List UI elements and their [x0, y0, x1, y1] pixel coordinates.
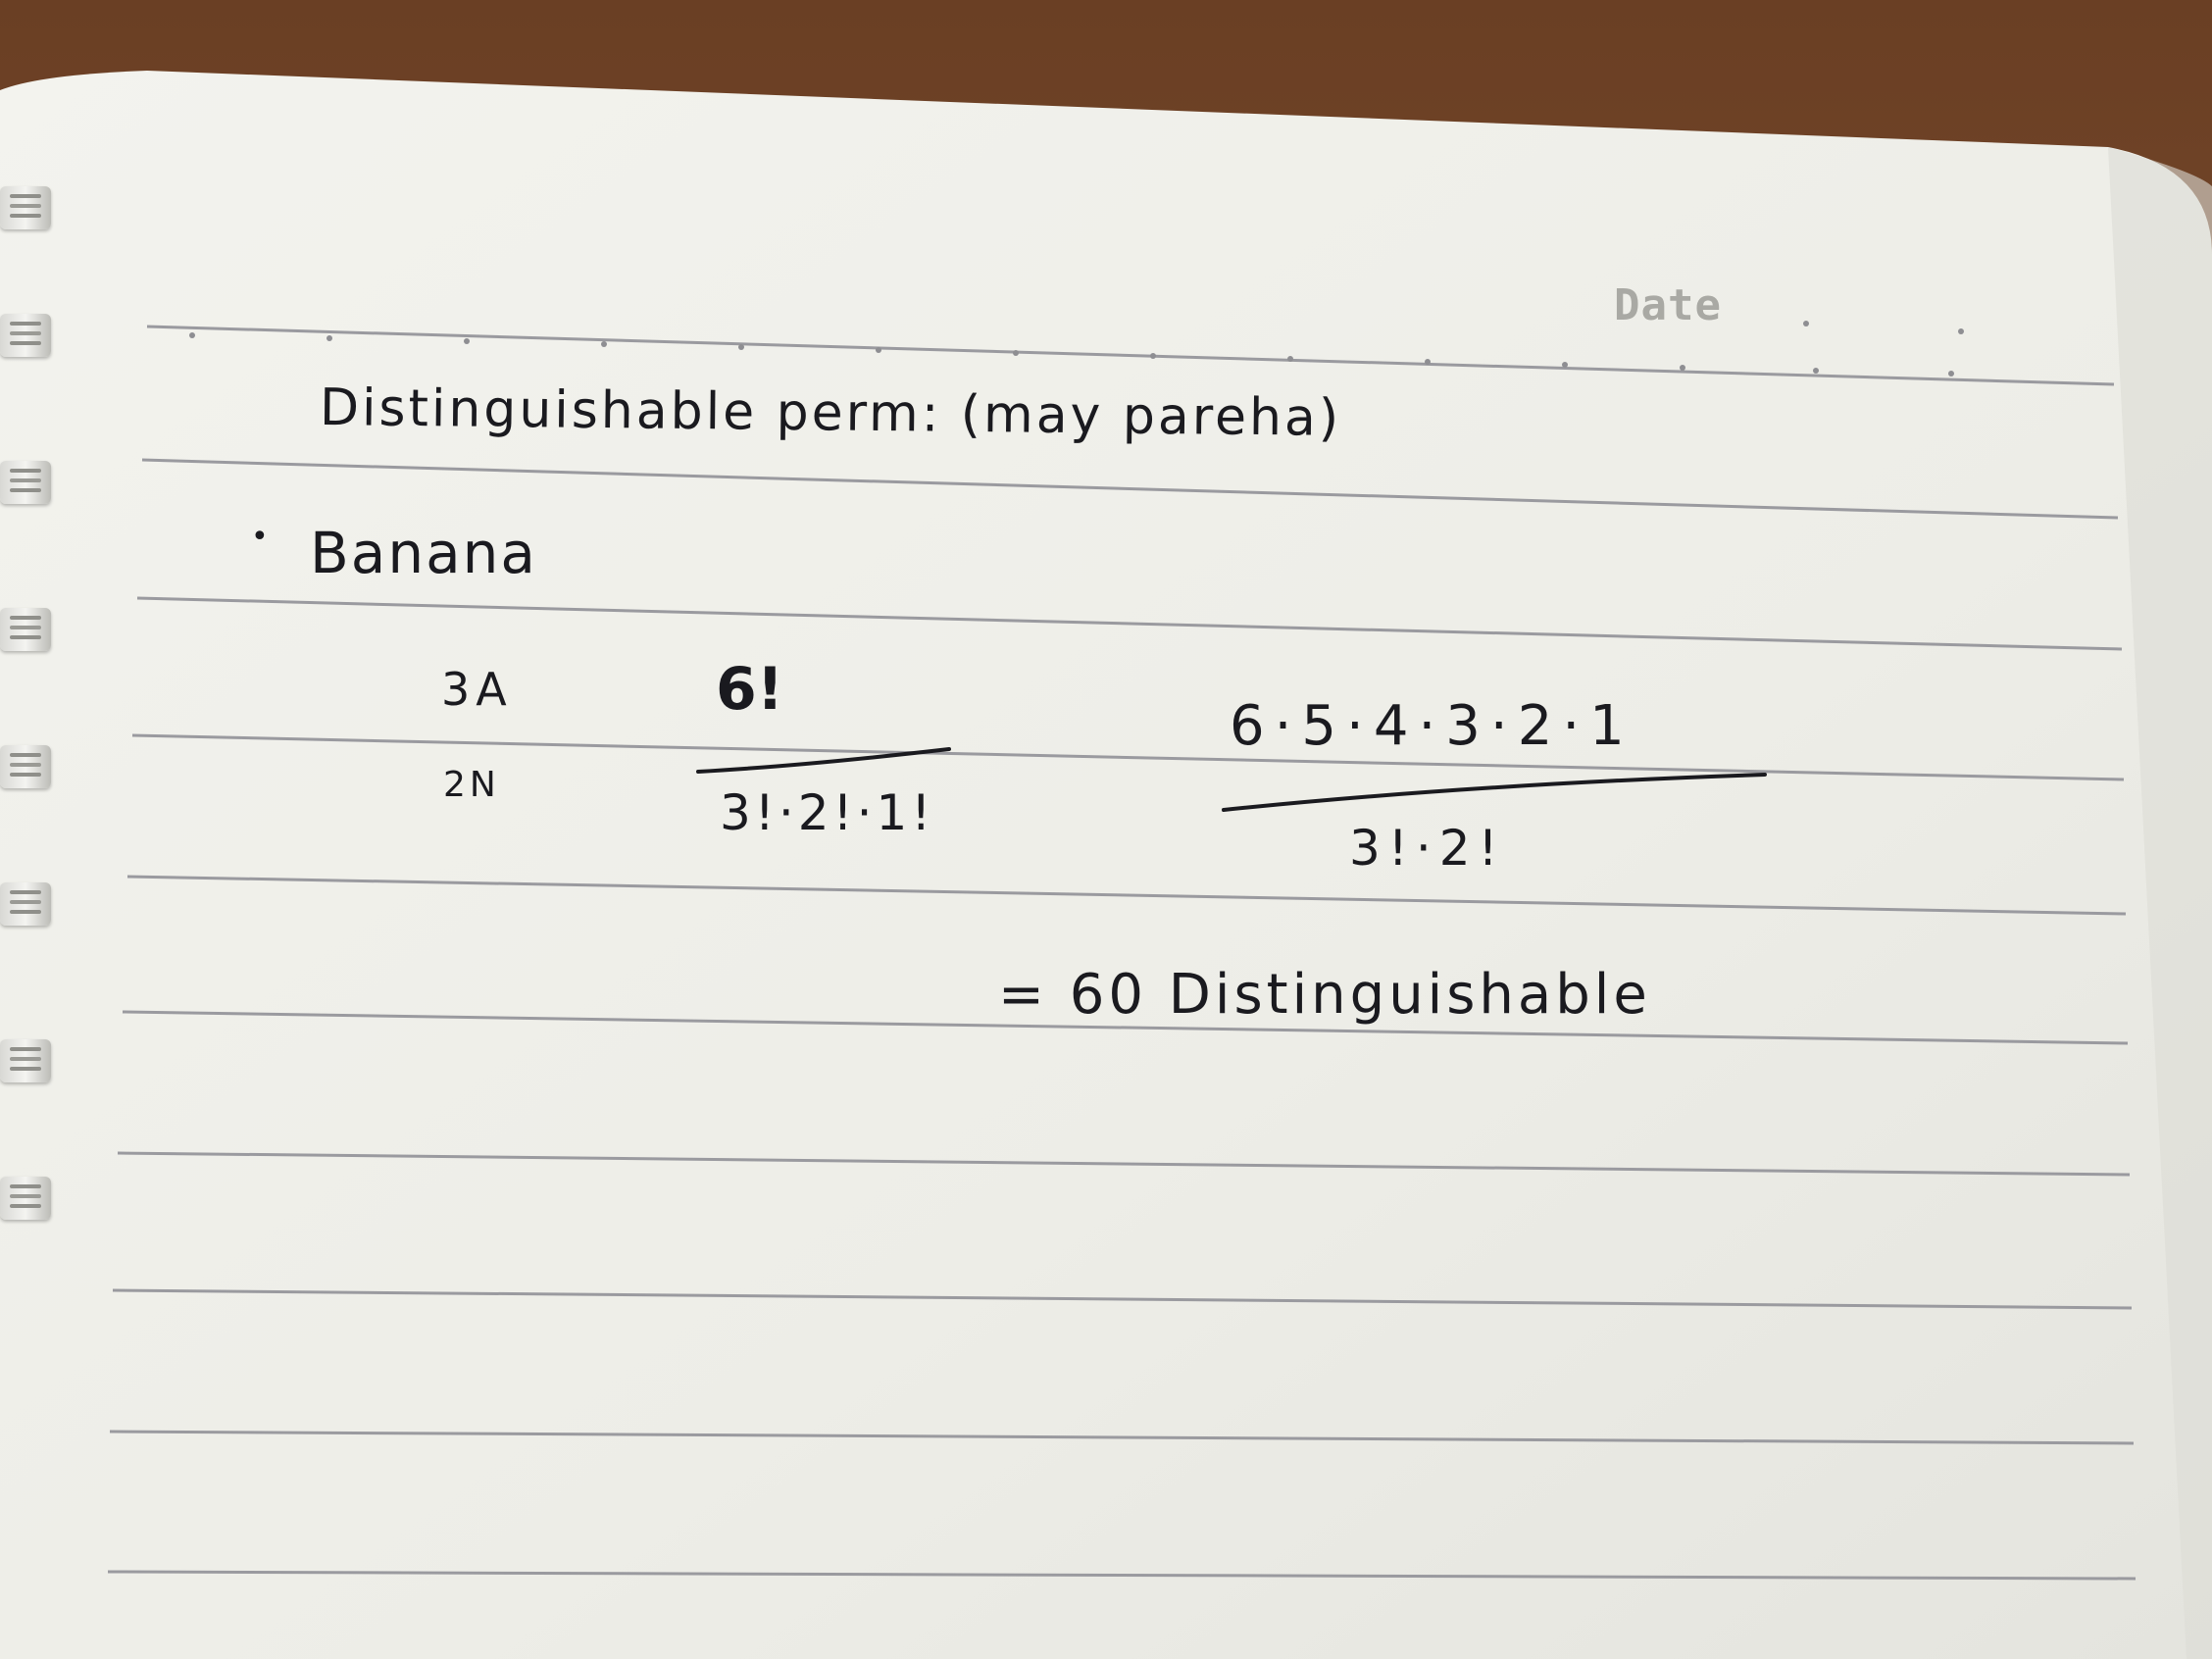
count-n: 2N — [443, 765, 500, 805]
fraction-2-denominator: 3!·2! — [1349, 820, 1506, 877]
word-banana: Banana — [310, 520, 537, 586]
fraction-1-numerator: 6! — [716, 655, 784, 724]
result-line: = 60 Distinguishable — [998, 963, 1651, 1027]
spiral-ring — [0, 461, 51, 504]
spiral-ring — [0, 314, 51, 357]
fraction-2-numerator: 6·5·4·3·2·1 — [1230, 694, 1634, 758]
spiral-ring — [0, 186, 51, 229]
count-a: 3A — [441, 663, 513, 716]
fraction-1-denominator: 3!·2!·1! — [720, 784, 935, 841]
spiral-ring — [0, 1177, 51, 1220]
paper-sheet — [0, 71, 2212, 1659]
spiral-ring — [0, 608, 51, 651]
notes-title: Distinguishable perm: (may pareha) — [319, 378, 1342, 448]
bullet: • — [251, 520, 269, 554]
spiral-ring — [0, 882, 51, 926]
spiral-ring — [0, 745, 51, 788]
spiral-ring — [0, 1039, 51, 1082]
date-label: Date — [1614, 280, 1722, 330]
